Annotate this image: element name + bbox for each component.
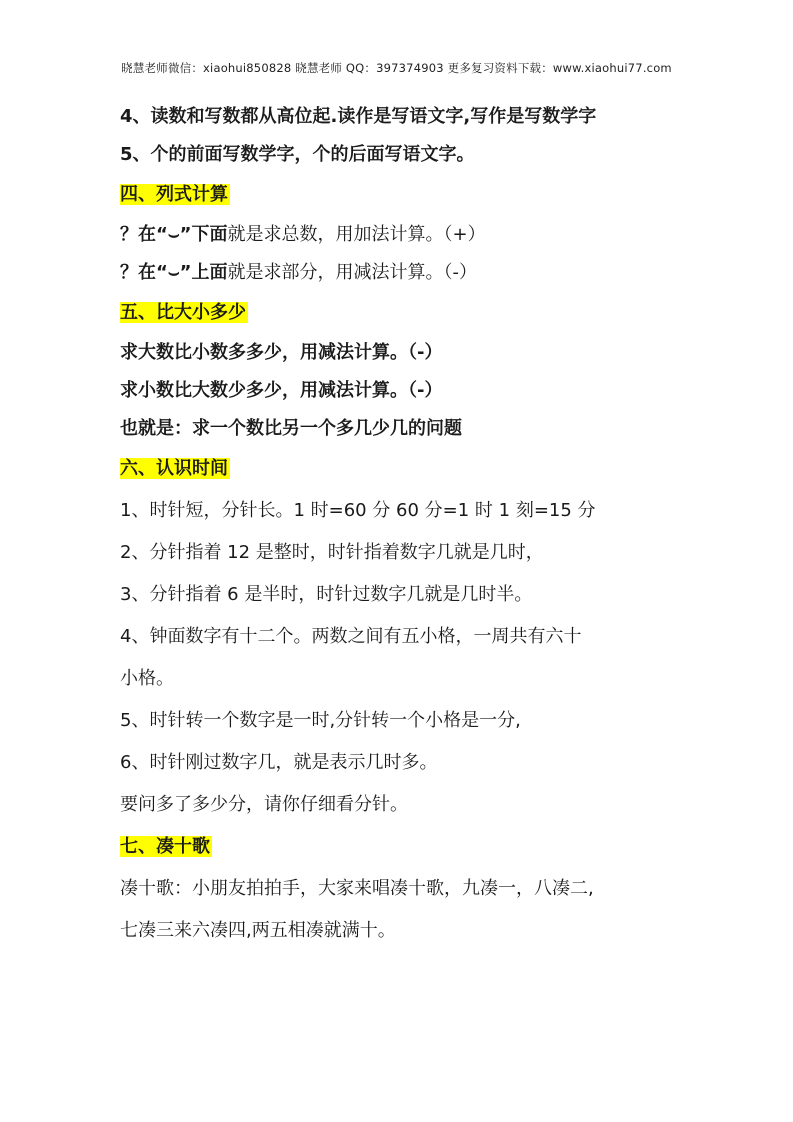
compare-rule-more: 求大数比小数多多少，用减法计算。（-） — [120, 342, 443, 363]
song-line-2: 七凑三来六凑四,两五相凑就满十。 — [120, 920, 396, 941]
time-rule-4-cont: 小格。 — [120, 668, 174, 689]
time-rule-6: 6、时针刚过数字几，就是表示几时多。 — [120, 752, 438, 773]
time-rule-1: 1、时针短，分针长。1 时=60 分 60 分=1 时 1 刻=15 分 — [120, 500, 596, 521]
time-rule-3: 3、分针指着 6 是半时，时针过数字几就是几时半。 — [120, 584, 533, 605]
section-title: 七、凑十歌 — [120, 836, 210, 857]
time-rule-2: 2、分针指着 12 是整时，时针指着数字几就是几时， — [120, 542, 544, 563]
song-line-1: 凑十歌：小朋友拍拍手，大家来唱凑十歌，九凑一，八凑二, — [120, 878, 594, 899]
time-rule-4: 4、钟面数字有十二个。两数之间有五小格，一周共有六十 — [120, 626, 582, 647]
calc-rule-part-text: 就是求部分，用减法计算。（-） — [227, 262, 478, 283]
section-heading-time — [120, 448, 740, 490]
compare-rule-summary: 也就是：求一个数比另一个多几少几的问题 — [120, 418, 462, 439]
section-heading-compare — [120, 292, 740, 334]
document-body — [120, 98, 740, 952]
section-heading-calculation — [120, 174, 740, 216]
section-title: 六、认识时间 — [120, 458, 228, 479]
section-title: 四、列式计算 — [120, 184, 228, 205]
calc-rule-part-key: ？在“⌣”上面 — [120, 262, 228, 283]
calc-rule-total-text: 就是求总数，用加法计算。（+） — [227, 224, 486, 245]
page-header: 晓慧老师微信：xiaohui850828 晓慧老师 QQ：397374903 更多复习资料下载：www.xiaohui77.com — [121, 61, 672, 75]
calc-rule-total-key: ？在“⌣”下面 — [120, 224, 228, 245]
time-rule-5: 5、时针转一个数字是一时,分针转一个小格是一分, — [120, 710, 521, 731]
compare-rule-less: 求小数比大数少多少，用减法计算。（-） — [120, 380, 443, 401]
calc-rule-total — [120, 216, 740, 254]
calc-rule-part — [120, 254, 740, 292]
time-rule-7: 要问多了多少分，请你仔细看分针。 — [120, 794, 408, 815]
section-title: 五、比大小多少 — [120, 302, 246, 323]
section-heading-song — [120, 826, 740, 868]
rule-item-4: 4、读数和写数都从高位起.读作是写语文字,写作是写数学字 — [120, 106, 597, 127]
rule-item-5: 5、个的前面写数学字，个的后面写语文字。 — [120, 144, 475, 165]
